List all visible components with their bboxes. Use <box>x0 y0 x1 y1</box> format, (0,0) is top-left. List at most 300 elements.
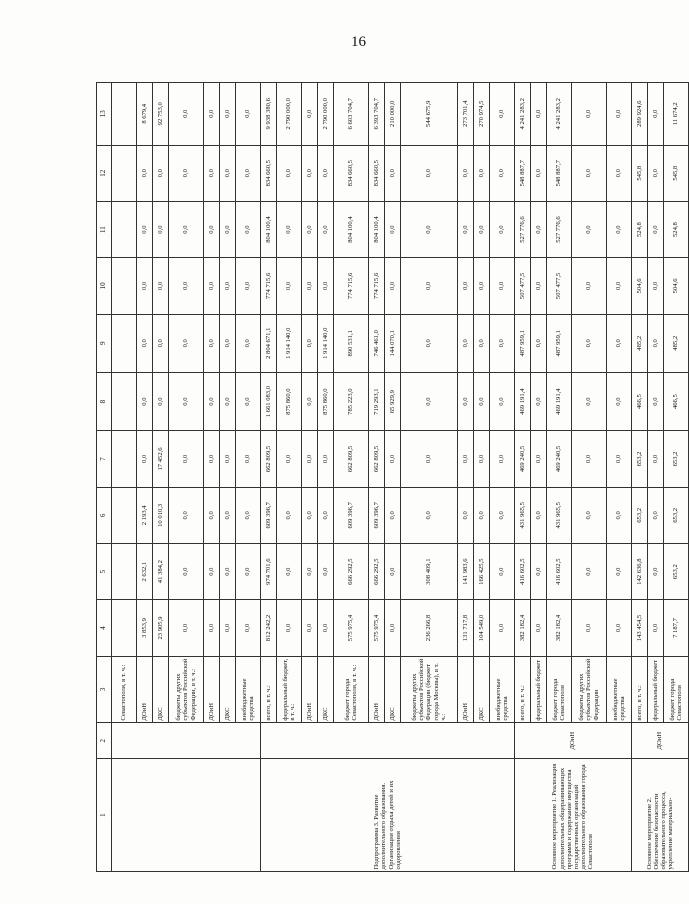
value-cell: 0,0 <box>648 372 664 430</box>
value-cell: 507 477,5 <box>547 258 572 314</box>
value-cell: 289 924,6 <box>632 83 648 146</box>
value-cell: 774 715,6 <box>261 258 277 314</box>
value-cell: 0,0 <box>236 201 261 257</box>
value-cell: 0,0 <box>153 145 169 201</box>
value-cell: 662 809,5 <box>369 431 385 487</box>
value-cell: 653,2 <box>664 431 689 487</box>
row-label: бюджеты других субъектов Российской Федерации (бюджет города Москвы), в т. ч.: <box>401 656 458 722</box>
value-cell: 1 914 140,0 <box>277 314 302 372</box>
value-cell: 17 452,6 <box>153 431 169 487</box>
value-cell: 504,6 <box>632 258 648 314</box>
value-cell: 0,0 <box>236 543 261 599</box>
value-cell: 804 100,4 <box>369 201 385 257</box>
row-label: ДОиН <box>302 656 318 722</box>
value-cell: 0,0 <box>220 431 236 487</box>
value-cell: 0,0 <box>572 431 607 487</box>
value-cell: 210 000,0 <box>385 83 401 146</box>
row-label: бюджеты других субъектов Российской Федерации <box>572 656 607 722</box>
row-label: Севастополя, в т. ч.: <box>112 656 137 722</box>
value-cell: 0,0 <box>153 372 169 430</box>
value-cell <box>112 431 137 487</box>
value-cell: 487 959,1 <box>515 314 531 372</box>
header-cell: 10 <box>97 258 112 314</box>
value-cell: 0,0 <box>458 487 474 543</box>
value-cell: 0,0 <box>318 487 334 543</box>
value-cell: 382 182,4 <box>547 600 572 656</box>
row-label: ДКС <box>318 656 334 722</box>
header-cell: 6 <box>97 487 112 543</box>
header-cell: 2 <box>97 723 112 759</box>
value-cell: 0,0 <box>572 543 607 599</box>
value-cell: 0,0 <box>204 83 220 146</box>
value-cell: 65 929,9 <box>385 372 401 430</box>
table-row <box>261 83 277 872</box>
value-cell: 0,0 <box>572 201 607 257</box>
value-cell: 834 660,5 <box>369 145 385 201</box>
value-cell: 8 679,4 <box>137 83 153 146</box>
value-cell: 507 477,5 <box>515 258 531 314</box>
value-cell: 0,0 <box>490 83 515 146</box>
value-cell: 0,0 <box>458 201 474 257</box>
value-cell <box>112 487 137 543</box>
value-cell: 0,0 <box>474 314 490 372</box>
value-cell: 662 809,5 <box>334 431 369 487</box>
value-cell: 0,0 <box>204 201 220 257</box>
value-cell: 774 715,6 <box>334 258 369 314</box>
value-cell: 6 603 704,7 <box>334 83 369 146</box>
value-cell: 609 396,7 <box>334 487 369 543</box>
value-cell: 545,8 <box>664 145 689 201</box>
value-cell: 485,2 <box>632 314 648 372</box>
value-cell: 0,0 <box>648 314 664 372</box>
value-cell: 0,0 <box>302 543 318 599</box>
value-cell <box>112 372 137 430</box>
value-cell: 2 790 000,0 <box>318 83 334 146</box>
value-cell: 0,0 <box>318 600 334 656</box>
value-cell: 0,0 <box>401 487 458 543</box>
value-cell: 0,0 <box>607 543 632 599</box>
value-cell: 0,0 <box>220 543 236 599</box>
value-cell <box>112 258 137 314</box>
value-cell: 890 531,1 <box>334 314 369 372</box>
value-cell: 0,0 <box>572 83 607 146</box>
value-cell: 0,0 <box>169 83 204 146</box>
value-cell: 0,0 <box>531 83 547 146</box>
value-cell: 0,0 <box>401 314 458 372</box>
value-cell: 0,0 <box>458 258 474 314</box>
value-cell: 0,0 <box>169 201 204 257</box>
value-cell: 485,2 <box>664 314 689 372</box>
value-cell: 0,0 <box>137 314 153 372</box>
value-cell: 0,0 <box>169 145 204 201</box>
value-cell: 0,0 <box>531 314 547 372</box>
header-row <box>97 83 112 872</box>
rotated-table-wrapper <box>96 82 683 872</box>
value-cell: 144 070,1 <box>385 314 401 372</box>
value-cell: 0,0 <box>302 314 318 372</box>
header-cell: 7 <box>97 431 112 487</box>
value-cell: 1 661 083,0 <box>261 372 277 430</box>
value-cell: 0,0 <box>531 258 547 314</box>
value-cell: 0,0 <box>318 258 334 314</box>
value-cell: 0,0 <box>204 145 220 201</box>
value-cell: 0,0 <box>531 201 547 257</box>
value-cell: 466,5 <box>632 372 648 430</box>
value-cell: 0,0 <box>220 314 236 372</box>
value-cell <box>112 145 137 201</box>
value-cell: 653,2 <box>632 487 648 543</box>
value-cell: 0,0 <box>220 258 236 314</box>
value-cell: 6 393 704,7 <box>369 83 385 146</box>
value-cell: 746 461,0 <box>369 314 385 372</box>
value-cell: 834 660,5 <box>334 145 369 201</box>
value-cell: 2 790 000,0 <box>277 83 302 146</box>
value-cell: 0,0 <box>648 145 664 201</box>
row-label: федеральный бюджет <box>648 656 664 722</box>
row-label: внебюджетные средства <box>490 656 515 722</box>
value-cell: 545,8 <box>632 145 648 201</box>
row-label: бюджет города Севастополя <box>547 656 572 722</box>
row-label: ДКС <box>385 656 401 722</box>
subprogram-3-title: Подпрограмма 3. Развитие дополнительного образования. Организация отдыха детей и их оздоровления <box>261 759 515 872</box>
value-cell: 719 293,1 <box>369 372 385 430</box>
value-cell: 308 409,1 <box>401 543 458 599</box>
value-cell <box>112 600 137 656</box>
value-cell: 609 396,7 <box>369 487 385 543</box>
value-cell: 0,0 <box>137 201 153 257</box>
value-cell: 0,0 <box>572 258 607 314</box>
value-cell: 527 776,6 <box>547 201 572 257</box>
row-label: ДКС <box>153 656 169 722</box>
value-cell: 0,0 <box>318 201 334 257</box>
value-cell: 0,0 <box>318 431 334 487</box>
row-label: федеральный бюджет, в т. ч.: <box>277 656 302 722</box>
value-cell: 104 549,0 <box>474 600 490 656</box>
value-cell: 524,8 <box>664 201 689 257</box>
value-cell: 666 292,5 <box>334 543 369 599</box>
value-cell: 875 860,0 <box>277 372 302 430</box>
value-cell: 0,0 <box>302 372 318 430</box>
header-cell: 8 <box>97 372 112 430</box>
row-label: бюджет города Севастополя, в т. ч.: <box>334 656 369 722</box>
executor-cell <box>261 723 515 759</box>
value-cell: 0,0 <box>220 600 236 656</box>
value-cell: 0,0 <box>490 543 515 599</box>
table-row <box>515 83 531 872</box>
value-cell: 142 636,8 <box>632 543 648 599</box>
value-cell: 0,0 <box>490 431 515 487</box>
value-cell: 0,0 <box>236 145 261 201</box>
value-cell: 0,0 <box>302 145 318 201</box>
value-cell: 0,0 <box>490 258 515 314</box>
value-cell: 469 240,5 <box>515 431 531 487</box>
value-cell: 0,0 <box>607 600 632 656</box>
value-cell <box>112 83 137 146</box>
value-cell: 0,0 <box>236 487 261 543</box>
value-cell: 875 860,0 <box>318 372 334 430</box>
value-cell: 0,0 <box>458 372 474 430</box>
row-label: ДОиН <box>137 656 153 722</box>
value-cell: 0,0 <box>169 314 204 372</box>
value-cell: 0,0 <box>302 600 318 656</box>
value-cell: 0,0 <box>204 487 220 543</box>
value-cell: 0,0 <box>607 201 632 257</box>
value-cell: 4 241 283,2 <box>547 83 572 146</box>
value-cell: 9 938 380,6 <box>261 83 277 146</box>
value-cell: 141 983,6 <box>458 543 474 599</box>
value-cell: 804 100,4 <box>261 201 277 257</box>
value-cell: 0,0 <box>204 258 220 314</box>
value-cell: 0,0 <box>204 314 220 372</box>
value-cell: 487 959,1 <box>547 314 572 372</box>
value-cell: 0,0 <box>648 83 664 146</box>
value-cell: 0,0 <box>458 431 474 487</box>
value-cell: 0,0 <box>607 487 632 543</box>
value-cell: 0,0 <box>277 543 302 599</box>
value-cell: 0,0 <box>302 258 318 314</box>
value-cell: 834 660,5 <box>261 145 277 201</box>
row-label: ДКС <box>220 656 236 722</box>
value-cell: 0,0 <box>474 372 490 430</box>
row-label: внебюджетные средства <box>236 656 261 722</box>
section-cell <box>112 759 261 872</box>
value-cell: 662 809,5 <box>261 431 277 487</box>
value-cell: 0,0 <box>572 600 607 656</box>
main-event-2-title: Основное мероприятие 2. Обеспечение безопасности образовательного процесса, укрепление материально- <box>632 759 689 872</box>
value-cell: 0,0 <box>490 201 515 257</box>
value-cell: 0,0 <box>648 487 664 543</box>
value-cell: 812 242,2 <box>261 600 277 656</box>
value-cell: 0,0 <box>607 83 632 146</box>
value-cell: 0,0 <box>169 543 204 599</box>
header-cell: 13 <box>97 83 112 146</box>
value-cell: 0,0 <box>490 314 515 372</box>
row-label: бюджет города Севастополя <box>664 656 689 722</box>
value-cell: 774 715,6 <box>369 258 385 314</box>
value-cell: 0,0 <box>531 372 547 430</box>
row-label: всего, в т. ч.: <box>632 656 648 722</box>
value-cell: 0,0 <box>385 600 401 656</box>
value-cell: 0,0 <box>204 431 220 487</box>
value-cell: 974 701,6 <box>261 543 277 599</box>
value-cell: 0,0 <box>236 600 261 656</box>
value-cell: 0,0 <box>458 145 474 201</box>
value-cell: 0,0 <box>607 258 632 314</box>
value-cell: 431 965,5 <box>547 487 572 543</box>
main-event-1-title: Основное мероприятие 1. Реализация дополнительных общеразвивающих программ и содержание имущества государственных организаций дополнительного образования города Севастополя <box>515 759 632 872</box>
value-cell: 236 266,8 <box>401 600 458 656</box>
value-cell: 0,0 <box>490 145 515 201</box>
value-cell: 0,0 <box>401 201 458 257</box>
header-cell: 9 <box>97 314 112 372</box>
value-cell: 0,0 <box>607 372 632 430</box>
row-label: бюджеты других субъектов Российской Федерации, в т. ч.: <box>169 656 204 722</box>
value-cell: 504,6 <box>664 258 689 314</box>
value-cell: 0,0 <box>474 487 490 543</box>
value-cell: 0,0 <box>137 372 153 430</box>
value-cell: 0,0 <box>318 145 334 201</box>
value-cell: 2 804 671,1 <box>261 314 277 372</box>
value-cell: 41 384,2 <box>153 543 169 599</box>
value-cell: 0,0 <box>385 487 401 543</box>
value-cell: 0,0 <box>137 258 153 314</box>
row-label: всего, в т. ч.: <box>515 656 531 722</box>
value-cell: 666 292,5 <box>369 543 385 599</box>
page-number: 16 <box>351 34 366 50</box>
value-cell: 0,0 <box>648 201 664 257</box>
value-cell: 0,0 <box>318 543 334 599</box>
value-cell: 0,0 <box>385 431 401 487</box>
value-cell: 0,0 <box>474 201 490 257</box>
value-cell: 0,0 <box>220 145 236 201</box>
value-cell: 0,0 <box>607 145 632 201</box>
value-cell: 0,0 <box>236 83 261 146</box>
executor-cell: ДОиН <box>632 723 689 759</box>
value-cell: 431 965,5 <box>515 487 531 543</box>
value-cell: 0,0 <box>458 314 474 372</box>
value-cell: 0,0 <box>153 258 169 314</box>
value-cell: 0,0 <box>236 314 261 372</box>
value-cell: 804 100,4 <box>334 201 369 257</box>
value-cell: 1 914 140,0 <box>318 314 334 372</box>
value-cell: 469 191,4 <box>515 372 531 430</box>
value-cell: 11 674,2 <box>664 83 689 146</box>
value-cell: 0,0 <box>607 431 632 487</box>
value-cell: 131 717,8 <box>458 600 474 656</box>
value-cell: 416 602,5 <box>547 543 572 599</box>
value-cell: 0,0 <box>220 83 236 146</box>
value-cell: 0,0 <box>204 600 220 656</box>
value-cell: 0,0 <box>572 314 607 372</box>
value-cell: 0,0 <box>236 372 261 430</box>
value-cell: 0,0 <box>277 145 302 201</box>
value-cell: 0,0 <box>572 145 607 201</box>
value-cell: 0,0 <box>220 487 236 543</box>
value-cell: 166 425,5 <box>474 543 490 599</box>
value-cell: 653,2 <box>632 431 648 487</box>
row-label: внебюджетные средства <box>607 656 632 722</box>
value-cell: 609 396,7 <box>261 487 277 543</box>
header-cell: 12 <box>97 145 112 201</box>
row-label: федеральный бюджет <box>531 656 547 722</box>
row-label: ДОиН <box>458 656 474 722</box>
value-cell: 23 905,9 <box>153 600 169 656</box>
header-cell: 11 <box>97 201 112 257</box>
value-cell: 0,0 <box>531 145 547 201</box>
value-cell <box>112 314 137 372</box>
value-cell: 0,0 <box>153 201 169 257</box>
value-cell: 548 887,7 <box>515 145 531 201</box>
value-cell: 0,0 <box>648 431 664 487</box>
header-cell: 5 <box>97 543 112 599</box>
budget-table <box>96 82 689 872</box>
value-cell: 0,0 <box>572 372 607 430</box>
value-cell: 469 240,5 <box>547 431 572 487</box>
executor-cell <box>112 723 261 759</box>
value-cell: 0,0 <box>236 431 261 487</box>
value-cell <box>112 201 137 257</box>
value-cell: 0,0 <box>153 314 169 372</box>
value-cell: 0,0 <box>531 600 547 656</box>
header-cell: 3 <box>97 656 112 722</box>
value-cell: 469 191,4 <box>547 372 572 430</box>
value-cell: 0,0 <box>169 258 204 314</box>
value-cell: 0,0 <box>385 543 401 599</box>
value-cell: 0,0 <box>474 431 490 487</box>
value-cell: 575 975,4 <box>334 600 369 656</box>
value-cell: 0,0 <box>220 372 236 430</box>
value-cell: 416 602,5 <box>515 543 531 599</box>
value-cell: 0,0 <box>572 487 607 543</box>
value-cell: 548 887,7 <box>547 145 572 201</box>
value-cell: 0,0 <box>531 431 547 487</box>
value-cell: 785 223,0 <box>334 372 369 430</box>
value-cell: 0,0 <box>607 314 632 372</box>
value-cell: 0,0 <box>648 600 664 656</box>
value-cell: 0,0 <box>531 487 547 543</box>
value-cell: 0,0 <box>302 487 318 543</box>
executor-cell: ДОиН <box>515 723 632 759</box>
value-cell: 0,0 <box>490 487 515 543</box>
value-cell: 0,0 <box>277 431 302 487</box>
value-cell: 0,0 <box>302 83 318 146</box>
value-cell: 0,0 <box>169 372 204 430</box>
value-cell: 0,0 <box>204 543 220 599</box>
value-cell: 0,0 <box>220 201 236 257</box>
table-row <box>632 83 648 872</box>
value-cell: 2 193,4 <box>137 487 153 543</box>
header-cell: 1 <box>97 759 112 872</box>
value-cell: 653,2 <box>664 487 689 543</box>
value-cell: 527 776,6 <box>515 201 531 257</box>
value-cell: 0,0 <box>302 201 318 257</box>
value-cell: 0,0 <box>385 258 401 314</box>
value-cell: 273 701,4 <box>458 83 474 146</box>
value-cell: 382 182,4 <box>515 600 531 656</box>
value-cell: 0,0 <box>474 258 490 314</box>
row-label: ДОиН <box>369 656 385 722</box>
row-label: ДОиН <box>204 656 220 722</box>
value-cell <box>112 543 137 599</box>
value-cell: 0,0 <box>277 600 302 656</box>
value-cell: 0,0 <box>385 201 401 257</box>
value-cell: 0,0 <box>648 258 664 314</box>
value-cell: 0,0 <box>277 258 302 314</box>
row-label: ДКС <box>474 656 490 722</box>
value-cell: 0,0 <box>302 431 318 487</box>
value-cell: 544 675,9 <box>401 83 458 146</box>
value-cell: 270 974,5 <box>474 83 490 146</box>
value-cell: 0,0 <box>137 431 153 487</box>
value-cell: 466,5 <box>664 372 689 430</box>
value-cell: 0,0 <box>277 201 302 257</box>
value-cell: 0,0 <box>137 145 153 201</box>
value-cell: 3 853,9 <box>137 600 153 656</box>
value-cell: 0,0 <box>531 543 547 599</box>
value-cell: 0,0 <box>401 145 458 201</box>
value-cell: 575 975,4 <box>369 600 385 656</box>
value-cell: 0,0 <box>236 258 261 314</box>
value-cell: 0,0 <box>169 431 204 487</box>
value-cell: 0,0 <box>474 145 490 201</box>
value-cell: 0,0 <box>169 600 204 656</box>
value-cell: 10 010,3 <box>153 487 169 543</box>
value-cell: 0,0 <box>204 372 220 430</box>
value-cell: 524,8 <box>632 201 648 257</box>
value-cell: 7 187,7 <box>664 600 689 656</box>
value-cell: 0,0 <box>490 372 515 430</box>
value-cell: 0,0 <box>648 543 664 599</box>
